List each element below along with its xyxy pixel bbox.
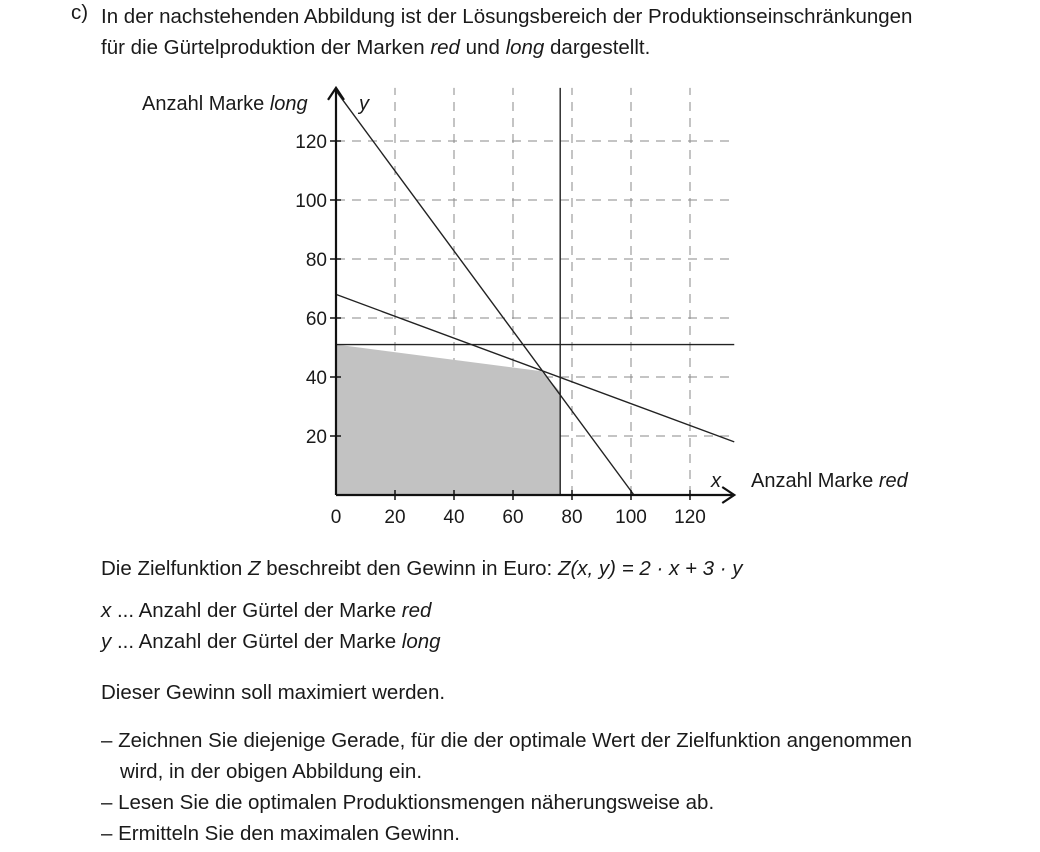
objective-text-a: Die Zielfunktion xyxy=(101,557,248,580)
y-axis-label: Anzahl Marke long xyxy=(142,93,308,115)
var-y-brand: long xyxy=(401,630,441,653)
intro-text-2c: dargestellt. xyxy=(544,36,651,59)
formula-rest: = 2 · x + 3 · y xyxy=(616,557,743,580)
bullet-3 xyxy=(101,821,460,847)
intro-text-2b: und xyxy=(459,36,506,59)
objective-text-b: beschreibt den Gewinn in Euro: xyxy=(260,557,558,580)
x-tick-label-120: 120 xyxy=(674,507,706,528)
intro-text-1: In der nachstehenden Abbildung ist der Lösungsbereich der Produktionseinschränkungen xyxy=(101,5,913,28)
y-tick-label-100: 100 xyxy=(295,191,327,212)
x-tick-label-40: 40 xyxy=(443,507,465,528)
bullet-3-text: Ermitteln Sie den maximalen Gewinn. xyxy=(118,822,460,845)
y-tick-label-40: 40 xyxy=(305,368,327,389)
y-tick-label-60: 60 xyxy=(305,309,327,330)
x-tick-label-20: 20 xyxy=(384,507,406,528)
intro-text-2a: für die Gürtelproduktion der Marken xyxy=(101,36,431,59)
bullet-dash: – xyxy=(101,729,113,752)
x-axis-label: Anzahl Marke red xyxy=(751,470,908,492)
x-tick-label-80: 80 xyxy=(561,507,583,528)
objective-function-text xyxy=(101,556,742,582)
feasible-region xyxy=(336,345,560,495)
formula-args: (x, y) xyxy=(570,557,617,580)
brand-long-text: long xyxy=(505,36,545,59)
task-label: c) xyxy=(71,1,89,24)
bullet-2 xyxy=(101,790,714,816)
variable-y-definition xyxy=(101,629,441,655)
var-x: x xyxy=(101,599,112,622)
x-axis-variable: x xyxy=(711,470,721,492)
maximize-statement: Dieser Gewinn soll maximiert werden. xyxy=(101,681,446,704)
var-y-text: ... Anzahl der Gürtel der Marke xyxy=(111,630,402,653)
variable-x-definition xyxy=(101,598,431,624)
bullet-dash: – xyxy=(101,791,113,814)
bullet-1-line-1 xyxy=(101,728,912,754)
formula-z: Z xyxy=(557,557,571,580)
y-axis-variable: y xyxy=(359,93,369,115)
x-tick-label-0: 0 xyxy=(330,507,342,528)
objective-z: Z xyxy=(247,557,261,580)
bullet-dash: – xyxy=(101,822,113,845)
var-x-text: ... Anzahl der Gürtel der Marke xyxy=(111,599,402,622)
x-tick-label-60: 60 xyxy=(502,507,524,528)
var-y: y xyxy=(101,630,112,653)
var-x-brand: red xyxy=(401,599,432,622)
bullet-2-text: Lesen Sie die optimalen Produktionsmengen näherungsweise ab. xyxy=(118,791,715,814)
y-tick-label-80: 80 xyxy=(305,250,327,271)
y-tick-label-120: 120 xyxy=(295,132,327,153)
y-tick-label-20: 20 xyxy=(305,427,327,448)
x-tick-label-100: 100 xyxy=(615,507,647,528)
bullet-1-text-1: Zeichnen Sie diejenige Gerade, für die der optimale Wert der Zielfunktion angenommen xyxy=(118,729,912,752)
bullet-1-line-2: wird, in der obigen Abbildung ein. xyxy=(120,760,423,783)
brand-red-text: red xyxy=(430,36,460,59)
